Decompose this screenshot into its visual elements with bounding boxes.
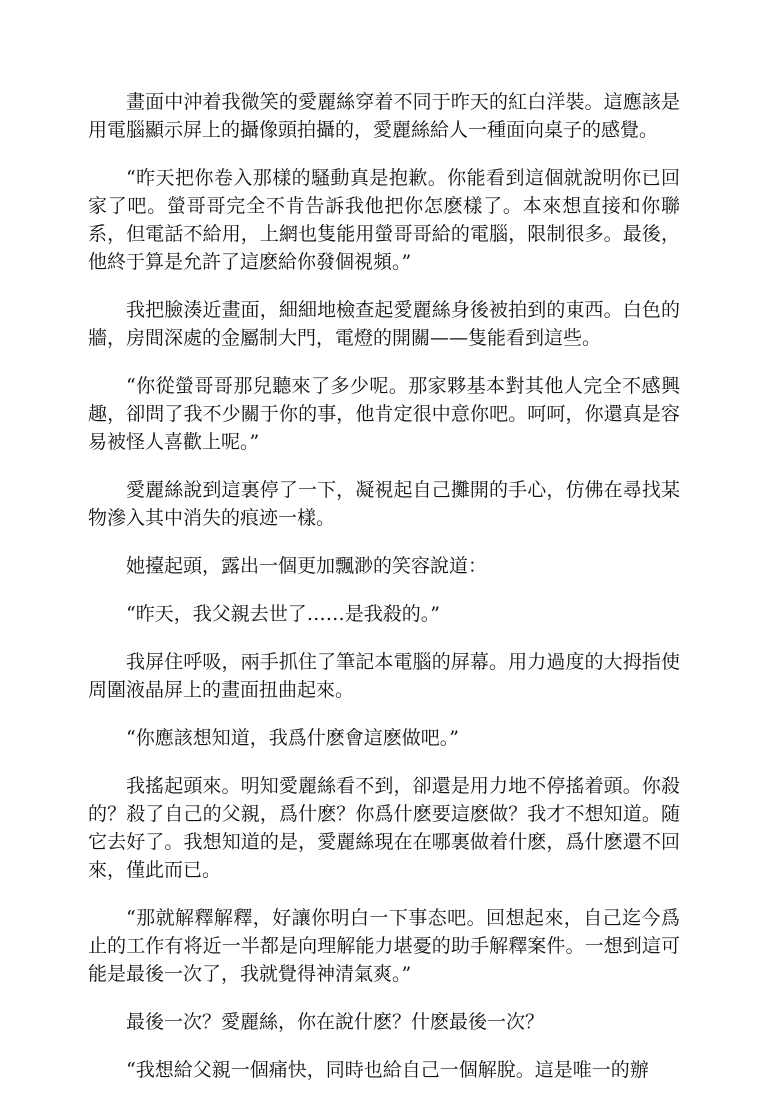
paragraph: 最後一次？愛麗絲，你在說什麽？什麽最後一次？ <box>126 1011 545 1033</box>
body-text <box>88 88 680 1104</box>
paragraph: “我想給父親一個痛快，同時也給自己一個解脫。這是唯一的辦 <box>126 1059 649 1081</box>
paragraph: 我把臉湊近畫面，細細地檢查起愛麗絲身後被拍到的東西。白色的牆，房間深處的金屬制大門，電燈的開關——隻能看到這些。 <box>88 299 680 349</box>
paragraph: 畫面中沖着我微笑的愛麗絲穿着不同于昨天的紅白洋裝。這應該是用電腦顯示屏上的攝像頭拍攝的，愛麗絲給人一種面向桌子的感覺。 <box>88 91 680 141</box>
paragraph: 愛麗絲說到這裏停了一下，凝視起自己攤開的手心，仿佛在尋找某物滲入其中消失的痕迹一樣。 <box>88 479 680 529</box>
paragraph: 她擡起頭，露出一個更加飄渺的笑容說道： <box>126 555 488 577</box>
paragraph: 我搖起頭來。明知愛麗絲看不到，卻還是用力地不停搖着頭。你殺的？殺了自己的父親，爲什麽？你爲什麽要這麽做？我才不想知道。随它去好了。我想知道的是，愛麗絲現在在哪裏做着什麽，爲什麽還不回來，僅此而已。 <box>88 775 680 881</box>
paragraph: 我屏住呼吸，兩手抓住了筆記本電腦的屏幕。用力過度的大拇指使周圍液晶屏上的畫面扭曲起來。 <box>88 651 680 701</box>
paragraph: “那就解釋解釋，好讓你明白一下事态吧。回想起來，自己迄今爲止的工作有将近一半都是向理解能力堪憂的助手解釋案件。一想到這可能是最後一次了，我就覺得神清氣爽。” <box>88 907 680 985</box>
paragraph: “你應該想知道，我爲什麽會這麽做吧。” <box>126 727 459 749</box>
paragraph: “你從螢哥哥那兒聽來了多少呢。那家夥基本對其他人完全不感興趣，卻問了我不少關于你的事，他肯定很中意你吧。呵呵，你還真是容易被怪人喜歡上呢。” <box>88 375 680 453</box>
paragraph: “昨天，我父親去世了……是我殺的。” <box>126 603 440 625</box>
paragraph: “昨天把你卷入那樣的騷動真是抱歉。你能看到這個就說明你已回家了吧。螢哥哥完全不肯告訴我他把你怎麽樣了。本來想直接和你聯系，但電話不給用，上網也隻能用螢哥哥給的電腦，限制很多。最後，他終于算是允許了這麽給你發個視頻。” <box>88 167 680 273</box>
